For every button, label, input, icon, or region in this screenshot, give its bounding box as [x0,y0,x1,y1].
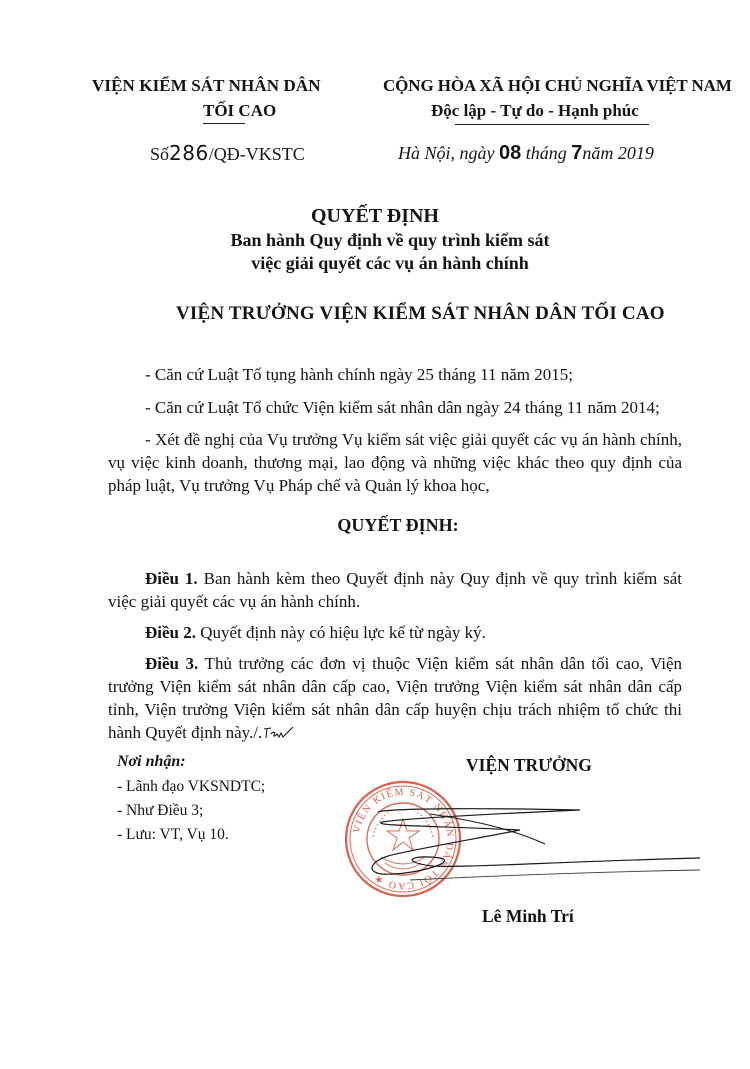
date-year: năm 2019 [582,143,654,163]
article-2-label: Điều 2. [145,623,196,642]
handwritten-signature-icon [370,800,700,900]
article-3 [108,652,682,744]
legal-basis-2: - Căn cứ Luật Tổ chức Viện kiểm sát nhân dân ngày 24 tháng 11 năm 2014; [145,398,660,417]
document-subtitle-line1: Ban hành Quy định về quy trình kiểm sát [230,230,550,250]
recipients-title: Nơi nhận: [117,753,186,770]
initials-mark-icon [262,726,296,740]
signer-name: Lê Minh Trí [482,906,574,926]
signer-role: VIỆN TRƯỞNG [466,755,592,775]
article-1-label: Điều 1. [145,569,198,588]
article-1-text: Ban hành kèm theo Quyết định này Quy định về quy trình kiểm sát việc giải quyết các vụ án hành chính. [108,569,683,611]
document-title: QUYẾT ĐỊNH [311,205,439,227]
date-month-label: tháng [525,143,567,163]
motto-underline [455,124,649,125]
svg-text:VIỆN KIỂM SÁT NHÂN DÂN TỐI CAO: VIỆN KIỂM SÁT NHÂN DÂN TỐI CAO ★ [351,786,456,892]
recipient-item: - Như Điều 3; [117,802,204,819]
recipient-item: - Lưu: VT, Vụ 10. [117,826,229,843]
legal-basis-1: - Căn cứ Luật Tố tụng hành chính ngày 25 tháng 11 năm 2015; [145,365,573,384]
national-motto: Độc lập - Tự do - Hạnh phúc [431,101,639,120]
document-number-suffix: /QĐ-VKSTC [208,144,305,164]
organization-underline [203,123,245,124]
decision-heading: QUYẾT ĐỊNH: [337,515,459,535]
date-place: Hà Nội, ngày [398,143,495,163]
document-number-prefix: Số [150,144,170,164]
issue-date [398,142,654,165]
organization-name-line2: TỐI CAO [203,101,277,120]
organization-name: VIỆN KIỂM SÁT NHÂN DÂN [92,76,321,95]
document-number-value: 286 [169,141,209,165]
date-day: 08 [499,142,522,164]
article-2 [145,621,486,644]
document-number [150,141,305,165]
legal-basis-3: - Xét đề nghị của Vụ trưởng Vụ kiểm sát việc giải quyết các vụ án hành chính, vụ việc kinh doanh, thương mại, lao động và những việc khác theo quy định của pháp luật, Vụ trưởng Vụ Pháp chế và Quản lý khoa học, [108,430,682,495]
national-title: CỘNG HÒA XÃ HỘI CHỦ NGHĨA VIỆT NAM [383,76,732,95]
article-3-text: Thủ trưởng các đơn vị thuộc Viện kiểm sát nhân dân tối cao, Viện trưởng Viện kiểm sát nhân dân cấp cao, Viện trưởng Viện kiểm sát nhân dân cấp tỉnh, Viện trưởng Viện kiểm sát nhân dân cấp huyện chịu trách nhiệm tổ chức thi hành Quyết định này./. [108,654,682,742]
date-month: 7 [571,142,583,164]
issuing-authority: VIỆN TRƯỞNG VIỆN KIỂM SÁT NHÂN DÂN TỐI CAO [176,303,665,324]
article-3-label: Điều 3. [145,654,199,673]
article-1 [108,567,682,613]
document-subtitle-line2: việc giải quyết các vụ án hành chính [251,253,529,273]
article-2-text: Quyết định này có hiệu lực kể từ ngày ký. [196,623,486,642]
recipient-item: - Lãnh đạo VKSNDTC; [117,778,266,795]
